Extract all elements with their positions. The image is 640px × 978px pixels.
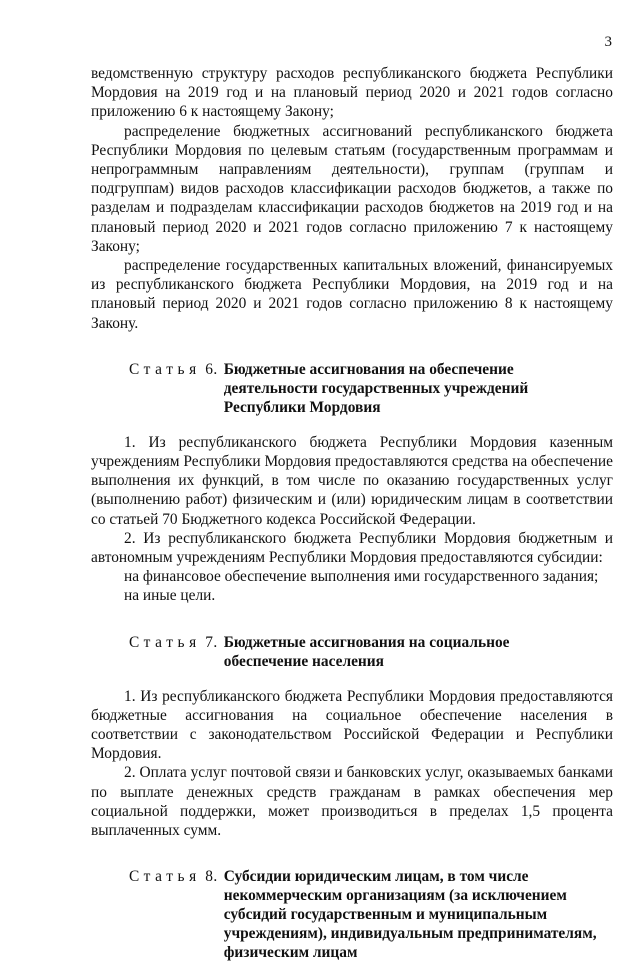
intro-paragraph-2: распределение бюджетных ассигнований республиканского бюджета Республики Мордовия по целевым статьям (государственным программам и непрограммным направлениям деятельности), группам (группам и подгруппам) видов расходов классификации расходов бюджетов, а также по разделам и подразделам классификации расходов бюджетов на 2019 год и на плановый период 2020 и 2021 годов согласно приложению 7 к настоящему Закону;: [91, 122, 613, 255]
article-word: Статья: [129, 360, 201, 378]
article-title-line: физическим лицам: [223, 944, 358, 962]
article-title-line: деятельности государственных учреждений: [223, 379, 529, 397]
article-6-list-item-2: на иные цели.: [124, 587, 216, 605]
article-word: Статья: [129, 868, 201, 886]
intro-paragraph-1: ведомственную структуру расходов республиканского бюджета Республики Мордовия на 2019 год и на плановый период 2020 и 2021 годов согласно приложению 6 к настоящему Закону;: [91, 65, 613, 121]
page-number: 3: [604, 34, 612, 50]
article-title-line: обеспечение населения: [223, 652, 384, 670]
article-number: 7.: [205, 633, 218, 651]
article-7-label: [129, 633, 224, 671]
article-6-title: [224, 360, 528, 417]
article-title-line: некоммерческим организациям (за исключением: [223, 887, 567, 905]
article-7-paragraph-1: 1. Из республиканского бюджета Республики Мордовия предоставляются бюджетные ассигнования на социальное обеспечение населения в соответствии с законодательством Российской Федерации и Республики Мордовия.: [91, 687, 613, 763]
article-6-label: [129, 360, 224, 417]
article-number: 6.: [205, 360, 218, 378]
article-8-label: [129, 867, 224, 962]
intro-paragraph-3: распределение государственных капитальных вложений, финансируемых из республиканского бюджета Республики Мордовия, на 2019 год и на плановый период 2020 и 2021 годов согласно приложению 8 к настоящему Закону.: [91, 257, 613, 332]
article-6-paragraph-2: 2. Из республиканского бюджета Республики Мордовия бюджетным и автономным учреждениям Республики Мордовия предоставляются субсидии:: [91, 529, 613, 567]
article-8-title: [224, 867, 597, 962]
article-word: Статья: [129, 633, 201, 651]
article-title-line: Республики Мордовия: [223, 398, 381, 416]
article-title-line: учреждениям), индивидуальным предпринимателям,: [223, 925, 597, 943]
article-title-line: Бюджетные ассигнования на социальное: [223, 633, 510, 651]
article-title-line: субсидий государственным и муниципальным: [223, 906, 548, 924]
document-body: [91, 64, 613, 978]
article-6-paragraph-1: 1. Из республиканского бюджета Республики Мордовия казенным учреждениям Республики Мордовия предоставляются средства на обеспечение выполнения их функций, в том числе по оказанию государственных услуг (выполнению работ) физическим и (или) юридическим лицам в соответствии со статьей 70 Бюджетного кодекса Российской Федерации.: [91, 433, 613, 528]
article-8-heading: [129, 867, 613, 962]
article-6-list-item-1: на финансовое обеспечение выполнения ими государственного задания;: [124, 568, 599, 586]
article-title-line: Бюджетные ассигнования на обеспечение: [223, 360, 514, 378]
article-6-heading: [129, 360, 613, 417]
article-7-title: [224, 633, 510, 671]
article-7-heading: [129, 633, 613, 671]
article-7-paragraph-2: 2. Оплата услуг почтовой связи и банковских услуг, оказываемых банками по выплате денежных средств гражданам в рамках обеспечения мер социальной поддержки, может производиться в пределах 1,5 процента выплаченных сумм.: [91, 764, 613, 840]
article-number: 8.: [205, 868, 218, 886]
article-title-line: Субсидии юридическим лицам, в том числе: [223, 868, 529, 886]
